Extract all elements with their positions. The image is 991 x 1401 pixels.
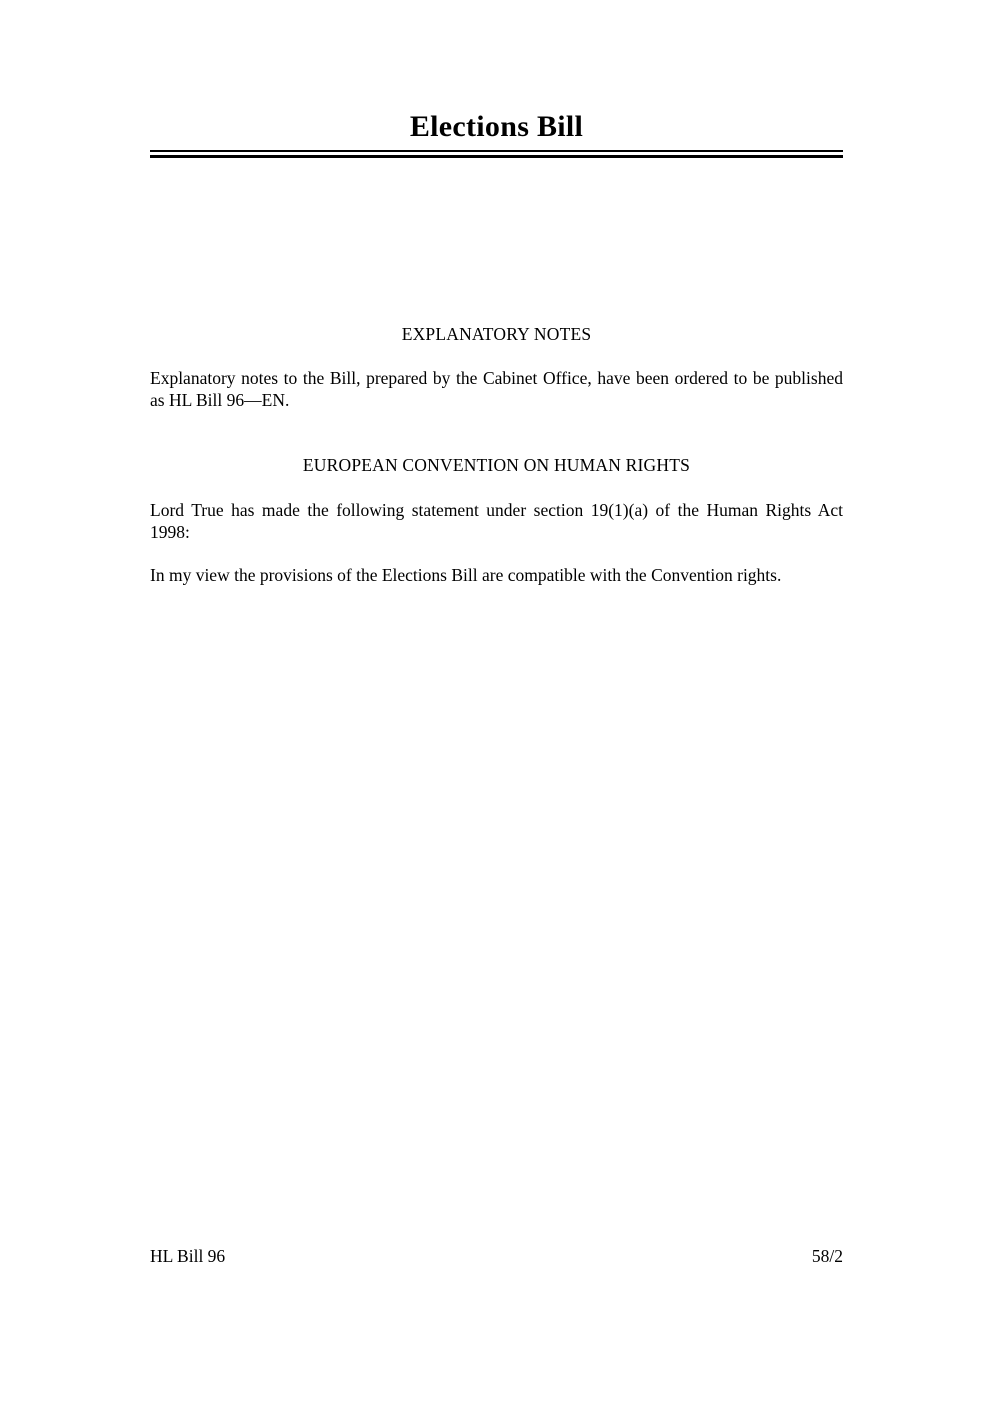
paragraph-line: as HL Bill 96—EN.: [150, 390, 290, 410]
page-footer: [150, 1245, 843, 1267]
explanatory-notes-heading: EXPLANATORY NOTES: [401, 324, 592, 344]
footer-bill-number: HL Bill 96: [150, 1246, 226, 1266]
echr-statement-intro-paragraph: [150, 499, 843, 543]
paragraph-line: Lord True has made the following statement under section 19(1)(a) of the Human Rights Act: [150, 500, 843, 520]
paragraph-line: 1998:: [150, 522, 190, 542]
title-divider-rule: [150, 150, 843, 158]
page-content: [0, 110, 991, 586]
paragraph-line: Explanatory notes to the Bill, prepared by the Cabinet Office, have been ordered to be published: [150, 368, 843, 388]
paragraph-line: In my view the provisions of the Elections Bill are compatible with the Convention rights.: [150, 565, 782, 585]
footer-session-reference: 58/2: [811, 1246, 843, 1266]
page-title: Elections Bill: [409, 110, 584, 143]
explanatory-notes-paragraph: [150, 367, 843, 411]
echr-heading: EUROPEAN CONVENTION ON HUMAN RIGHTS: [302, 455, 691, 475]
echr-compatibility-paragraph: [150, 564, 843, 586]
